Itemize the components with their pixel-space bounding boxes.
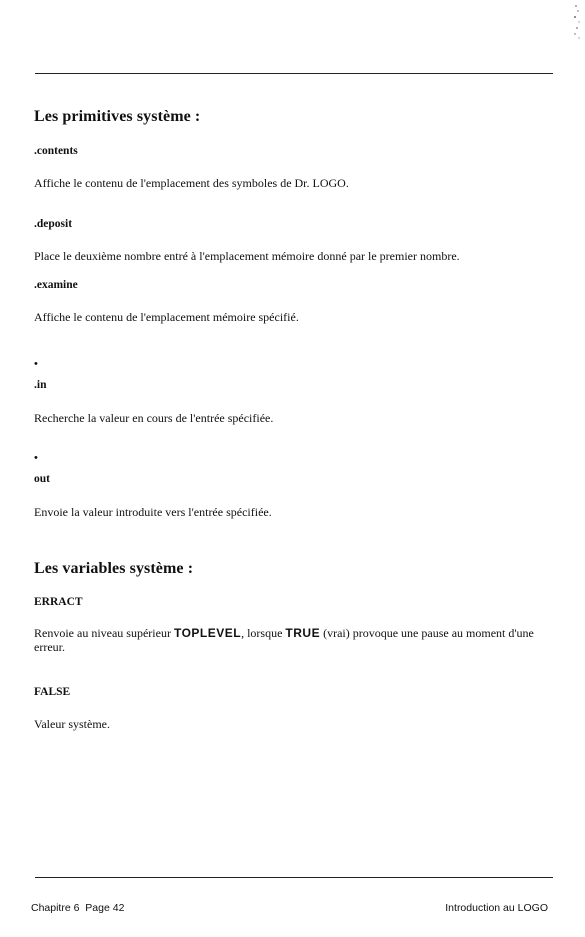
command-in: .in (34, 379, 47, 391)
footer-left (31, 902, 124, 914)
section-title-primitives: Les primitives système : (34, 108, 201, 125)
keyword-toplevel: TOPLEVEL (173, 626, 242, 640)
command-false: FALSE (34, 686, 71, 698)
description-in: Recherche la valeur en cours de l'entrée spécifiée. (34, 411, 274, 425)
description-erract-part2: , lorsque (241, 626, 286, 640)
command-out: out (34, 473, 50, 485)
bullet-marker: • (34, 452, 38, 464)
description-examine: Affiche le contenu de l'emplacement mémoire spécifié. (34, 310, 299, 324)
description-contents: Affiche le contenu de l'emplacement des symboles de Dr. LOGO. (34, 176, 349, 190)
footer-page-number: Page 42 (85, 902, 125, 914)
description-erract (34, 626, 557, 654)
description-deposit: Place le deuxième nombre entré à l'emplacement mémoire donné par le premier nombre. (34, 249, 460, 263)
description-erract-part1: Renvoie au niveau supérieur (34, 626, 174, 640)
scan-noise (573, 2, 581, 42)
command-examine: .examine (34, 279, 78, 291)
command-contents: .contents (34, 145, 78, 157)
command-deposit: .deposit (34, 218, 73, 230)
keyword-true: TRUE (285, 626, 321, 640)
bottom-rule (35, 877, 553, 878)
command-erract: ERRACT (34, 596, 83, 608)
bullet-marker: • (34, 358, 38, 370)
section-title-variables: Les variables système : (34, 560, 194, 577)
footer-chapter: Chapitre 6 (31, 902, 80, 914)
footer-book-title: Introduction au LOGO (445, 902, 548, 914)
description-false: Valeur système. (34, 717, 110, 731)
description-erract-part3: (vrai) provoque une pause au moment d'une erreur. (34, 626, 534, 654)
top-rule (35, 73, 553, 74)
description-out: Envoie la valeur introduite vers l'entrée spécifiée. (34, 505, 272, 519)
